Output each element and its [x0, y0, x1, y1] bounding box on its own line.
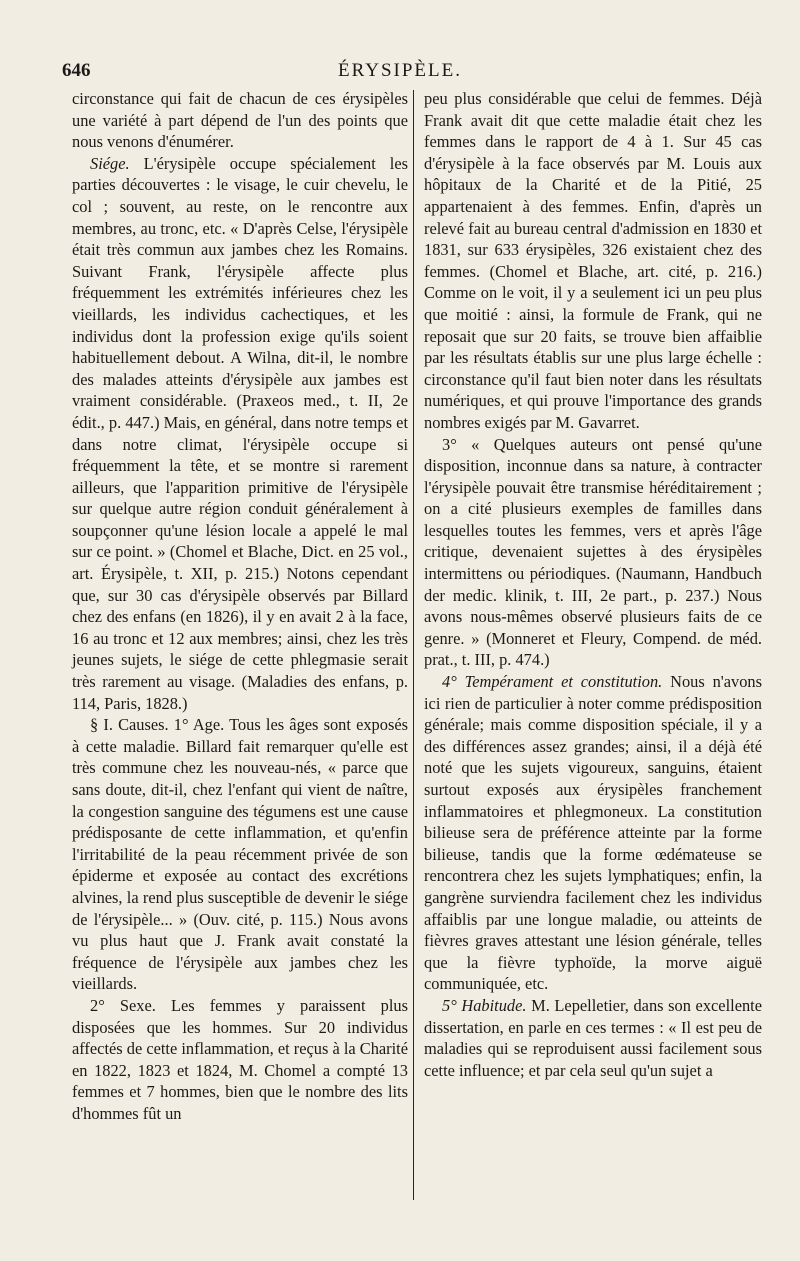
running-title: ÉRYSIPÈLE.: [338, 60, 462, 81]
paragraph-lead: 2° Sexe.: [90, 995, 156, 1015]
paragraph: 2° Sexe. Les femmes y paraissent plus disposées que les hommes. Sur 20 individus affectés de cette inflammation, et reçus à la Charité en 1822, 1823 et 1824, M. Chomel a compté 13 femmes et 7 hommes, bien que le nombre des lits d'hommes fût un: [72, 995, 408, 1123]
right-column: [424, 88, 762, 1081]
paragraph-lead: § I. Causes. 1° Age.: [90, 715, 225, 735]
left-column: [72, 88, 408, 1125]
paragraph-lead: Siége.: [90, 153, 130, 173]
paragraph-lead: 5° Habitude.: [442, 995, 527, 1015]
paragraph-lead: 4° Tempérament et constitution.: [442, 672, 663, 692]
paragraph: § I. Causes. 1° Age. Tous les âges sont exposés à cette maladie. Billard fait remarquer qu'elle est très commune chez les nouveau-nés, « parce que sans doute, dit-il, chez l'enfant qui vient de naître, la congestion sanguine des tégumens est une cause prédisposante de cette inflammation, et qu'enfin l'irritabilité de la peau récemment privée de son épiderme et exposée au contact des excrétions alvines, la rend plus susceptible de devenir le siége de l'érysipèle... » (Ouv. cité, p. 115.) Nous avons vu plus haut que J. Frank avait constaté la fréquence de l'érysipèle aux jambes chez les vieillards.: [72, 715, 408, 994]
paragraph: 5° Habitude. M. Lepelletier, dans son excellente dissertation, en parle en ces termes : « Il est peu de maladies qui se reproduisent aussi facilement sous cette influence; et par cela seul qu'un sujet a: [424, 995, 762, 1080]
paragraph: peu plus considérable que celui de femmes. Déjà Frank avait dit que cette maladie était chez les femmes dans le rapport de 4 à 1. Sur 45 cas d'érysipèle à la face observés par M. Louis aux hôpitaux de la Charité et de la Pitié, 25 appartenaient à des femmes. Enfin, d'après un relevé fait au bureau central d'admission en 1830 et 1831, sur 633 érysipèles, 326 existaient chez des femmes. (Chomel et Blache, art. cité, p. 216.) Comme on le voit, il y a seulement ici un peu plus que moitié : ainsi, la formule de Frank, qui ne reposait que sur 20 faits, se trouve bien affaiblie par les résultats établis sur une plus large échelle : circonstance qu'il faut bien noter dans les résultats numériques, et qui prouve l'importance des grands nombres exigés par M. Gavarret.: [424, 89, 762, 432]
paragraph-lead: 3° «: [442, 434, 494, 454]
column-divider: [413, 90, 414, 1200]
page-number: 646: [62, 60, 91, 81]
paragraph: circonstance qui fait de chacun de ces érysipèles une variété à part dépend de l'un des points que nous venons d'énumérer.: [72, 89, 408, 152]
paragraph: Siége. L'érysipèle occupe spécialement les parties découvertes : le visage, le cuir chevelu, le col ; souvent, au reste, on le rencontre aux membres, au tronc, etc. « D'après Celse, l'érysipèle était très commun aux jambes chez les Romains. Suivant Frank, l'érysipèle affecte plus fréquemment les extrémités inférieures chez les vieillards, les individus cachectiques, et les individus dont la profession exige qu'ils soient habituellement debout. A Wilna, dit-il, le nombre des malades atteints d'érysipèle aux jambes est vraiment considérable. (Praxeos med., t. II, 2e édit., p. 447.) Mais, en général, dans notre temps et dans notre climat, l'érysipèle occupe si fréquemment la tête, et se montre si rarement ailleurs, que l'apparition primitive de l'érysipèle sur quelque autre région conduit généralement à soupçonner qu'une lésion locale a appelé le mal sur ce point. » (Chomel et Blache, Dict. en 25 vol., art. Érysipèle, t. XII, p. 215.) Notons cependant que, sur 30 cas d'érysipèle observés par Billard chez des enfans (en 1826), il y en avait 2 à la face, 16 au tronc et 12 aux membres; ainsi, chez les très jeunes sujets, le siége de cette phlegmasie serait très rarement au visage. (Maladies des enfans, p. 114, Paris, 1828.): [72, 153, 408, 713]
paragraph: 3° « Quelques auteurs ont pensé qu'une disposition, inconnue dans sa nature, à contracter l'érysipèle pouvait être transmise héréditairement ; on a cité plusieurs exemples de familles dans lesquelles toutes les femmes, vers et après l'âge critique, devenaient sujettes à des érysipèles intermittens ou périodiques. (Naumann, Handbuch der medic. klinik, t. III, 2e part., p. 237.) Nous avons nous-mêmes observé plusieurs faits de ce genre. » (Monneret et Fleury, Compend. de méd. prat., t. III, p. 474.): [424, 434, 762, 670]
paragraph: 4° Tempérament et constitution. Nous n'avons ici rien de particulier à noter comme prédisposition générale; mais comme disposition spéciale, il y a des différences assez grandes; ainsi, il a déjà été noté que les sujets vigoureux, sanguins, étaient surtout exposés aux érysipèles franchement inflammatoires et phlegmoneux. La constitution bilieuse sera de préférence atteinte par la forme bilieuse, tandis que la forme œdémateuse se rencontrera chez les sujets lymphatiques; enfin, la gangrène surviendra facilement chez les individus affaiblis par une longue maladie, ou atteints de fièvres graves attestant une lésion générale, telles que la fièvre typhoïde, la morve aiguë communiquée, etc.: [424, 672, 762, 994]
